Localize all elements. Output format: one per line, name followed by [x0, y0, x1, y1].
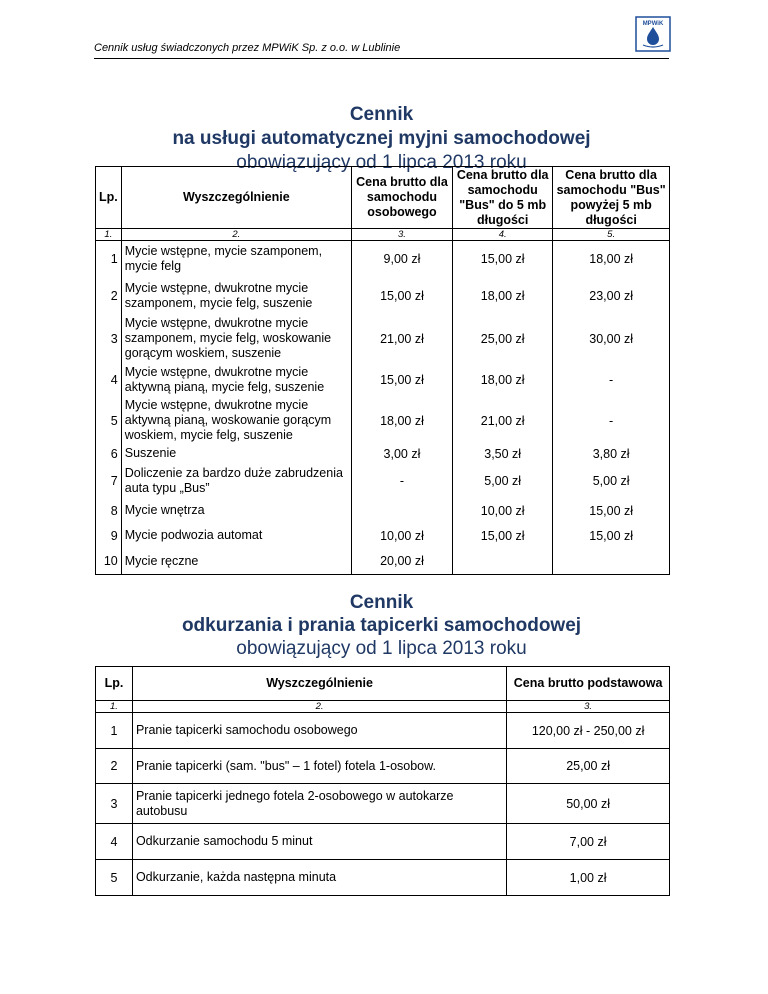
row-price-bus-large: 5,00 zł: [553, 463, 670, 499]
row-lp: 6: [96, 445, 122, 463]
col-header-price-car: Cena brutto dla samochodu osobowego: [351, 167, 452, 229]
row-desc: Pranie tapicerki (sam. "bus" – 1 fotel) fotela 1-osobow.: [132, 749, 506, 784]
col-number: 3.: [507, 701, 670, 713]
row-price-bus-small: 25,00 zł: [453, 315, 553, 363]
col-header-desc: Wyszczególnienie: [121, 167, 351, 229]
page-header: Cennik usług świadczonych przez MPWiK Sp. z o.o. w Lublinie: [94, 42, 401, 54]
row-lp: 2: [96, 277, 122, 315]
section2-title-line2: odkurzania i prania tapicerki samochodowej: [181, 615, 582, 636]
col-number: 2.: [132, 701, 506, 713]
row-desc: Pranie tapicerki jednego fotela 2-osobowego w autokarze autobusu: [132, 784, 506, 824]
table-row: [96, 860, 670, 896]
table-row: [96, 713, 670, 749]
row-price-car: 10,00 zł: [351, 523, 452, 549]
section1-title-line3: obowiązujący od 1 lipca 2013 roku: [236, 152, 527, 173]
row-lp: 4: [96, 824, 133, 860]
table-row: [96, 463, 670, 499]
row-lp: 5: [96, 397, 122, 445]
row-price-bus-large: 3,80 zł: [553, 445, 670, 463]
row-desc: Pranie tapicerki samochodu osobowego: [132, 713, 506, 749]
row-price-car: 9,00 zł: [351, 241, 452, 277]
row-lp: 3: [96, 784, 133, 824]
section1-title-line2: na usługi automatycznej myjni samochodowej: [172, 128, 591, 149]
row-price-bus-large: 23,00 zł: [553, 277, 670, 315]
row-price-car: 15,00 zł: [351, 363, 452, 397]
car-wash-price-table: [95, 166, 670, 575]
row-price: 120,00 zł - 250,00 zł: [507, 713, 670, 749]
table-row: [96, 499, 670, 523]
table-row: [96, 445, 670, 463]
row-lp: 5: [96, 860, 133, 896]
table-row: [96, 523, 670, 549]
row-lp: 8: [96, 499, 122, 523]
col-number: 2.: [121, 229, 351, 241]
row-price-car: 3,00 zł: [351, 445, 452, 463]
section1-title-line1: Cennik: [349, 104, 414, 125]
col-number: 1.: [96, 701, 133, 713]
row-lp: 9: [96, 523, 122, 549]
upholstery-price-table: [95, 666, 670, 896]
table-row: [96, 824, 670, 860]
row-price-bus-large: 15,00 zł: [553, 499, 670, 523]
col-header-lp: Lp.: [96, 167, 122, 229]
section2-title-line1: Cennik: [349, 592, 414, 613]
col-header-price: Cena brutto podstawowa: [507, 667, 670, 701]
row-desc: Odkurzanie samochodu 5 minut: [132, 824, 506, 860]
row-price-car: -: [351, 463, 452, 499]
col-header-price-bus-small: Cena brutto dla samochodu "Bus" do 5 mb długości: [453, 167, 553, 229]
mpwik-logo-icon: [635, 16, 671, 52]
table-row: [96, 784, 670, 824]
row-lp: 10: [96, 549, 122, 575]
row-price-bus-small: 10,00 zł: [453, 499, 553, 523]
row-price-bus-large: [553, 549, 670, 575]
row-price-car: [351, 499, 452, 523]
row-desc: Mycie wstępne, dwukrotne mycie aktywną pianą, mycie felg, suszenie: [121, 363, 351, 397]
row-price-car: 20,00 zł: [351, 549, 452, 575]
row-price: 25,00 zł: [507, 749, 670, 784]
row-lp: 4: [96, 363, 122, 397]
row-desc: Mycie ręczne: [121, 549, 351, 575]
col-header-desc: Wyszczególnienie: [132, 667, 506, 701]
table-row: [96, 315, 670, 363]
col-header-lp: Lp.: [96, 667, 133, 701]
row-price-bus-small: 15,00 zł: [453, 523, 553, 549]
row-price-bus-small: 5,00 zł: [453, 463, 553, 499]
row-desc: Mycie podwozia automat: [121, 523, 351, 549]
row-price-bus-large: 15,00 zł: [553, 523, 670, 549]
row-price-bus-large: -: [553, 363, 670, 397]
table-row: [96, 241, 670, 277]
table-row: [96, 549, 670, 575]
row-price-bus-small: 18,00 zł: [453, 363, 553, 397]
col-header-price-bus-large: Cena brutto dla samochodu "Bus" powyżej 5 mb długości: [553, 167, 670, 229]
row-price-bus-small: 21,00 zł: [453, 397, 553, 445]
row-price-bus-small: 15,00 zł: [453, 241, 553, 277]
row-price-bus-large: 30,00 zł: [553, 315, 670, 363]
row-price-bus-small: [453, 549, 553, 575]
svg-text:MPWiK: MPWiK: [642, 21, 664, 27]
col-number: 5.: [553, 229, 670, 241]
row-price-car: 18,00 zł: [351, 397, 452, 445]
row-price-car: 21,00 zł: [351, 315, 452, 363]
row-lp: 1: [96, 241, 122, 277]
col-number: 3.: [351, 229, 452, 241]
row-lp: 1: [96, 713, 133, 749]
table-row: [96, 749, 670, 784]
row-lp: 7: [96, 463, 122, 499]
row-desc: Mycie wstępne, dwukrotne mycie szamponem, mycie felg, woskowanie gorącym woskiem, suszenie: [121, 315, 351, 363]
row-desc: Mycie wstępne, dwukrotne mycie szamponem, mycie felg, suszenie: [121, 277, 351, 315]
row-price-bus-small: 18,00 zł: [453, 277, 553, 315]
row-lp: 3: [96, 315, 122, 363]
row-price-car: 15,00 zł: [351, 277, 452, 315]
header-rule: [94, 58, 669, 59]
table-row: [96, 277, 670, 315]
row-desc: Mycie wnętrza: [121, 499, 351, 523]
table-row: [96, 397, 670, 445]
table-row: [96, 363, 670, 397]
row-desc: Doliczenie za bardzo duże zabrudzenia auta typu „Bus”: [121, 463, 351, 499]
row-price: 7,00 zł: [507, 824, 670, 860]
row-desc: Mycie wstępne, mycie szamponem, mycie felg: [121, 241, 351, 277]
row-price: 50,00 zł: [507, 784, 670, 824]
row-desc: Suszenie: [121, 445, 351, 463]
row-lp: 2: [96, 749, 133, 784]
row-price: 1,00 zł: [507, 860, 670, 896]
row-desc: Odkurzanie, każda następna minuta: [132, 860, 506, 896]
col-number: 1.: [96, 229, 122, 241]
row-price-bus-small: 3,50 zł: [453, 445, 553, 463]
row-price-bus-large: 18,00 zł: [553, 241, 670, 277]
section2-title-line3: obowiązujący od 1 lipca 2013 roku: [236, 638, 527, 659]
col-number: 4.: [453, 229, 553, 241]
row-desc: Mycie wstępne, dwukrotne mycie aktywną pianą, woskowanie gorącym woskiem, mycie felg, suszenie: [121, 397, 351, 445]
row-price-bus-large: -: [553, 397, 670, 445]
